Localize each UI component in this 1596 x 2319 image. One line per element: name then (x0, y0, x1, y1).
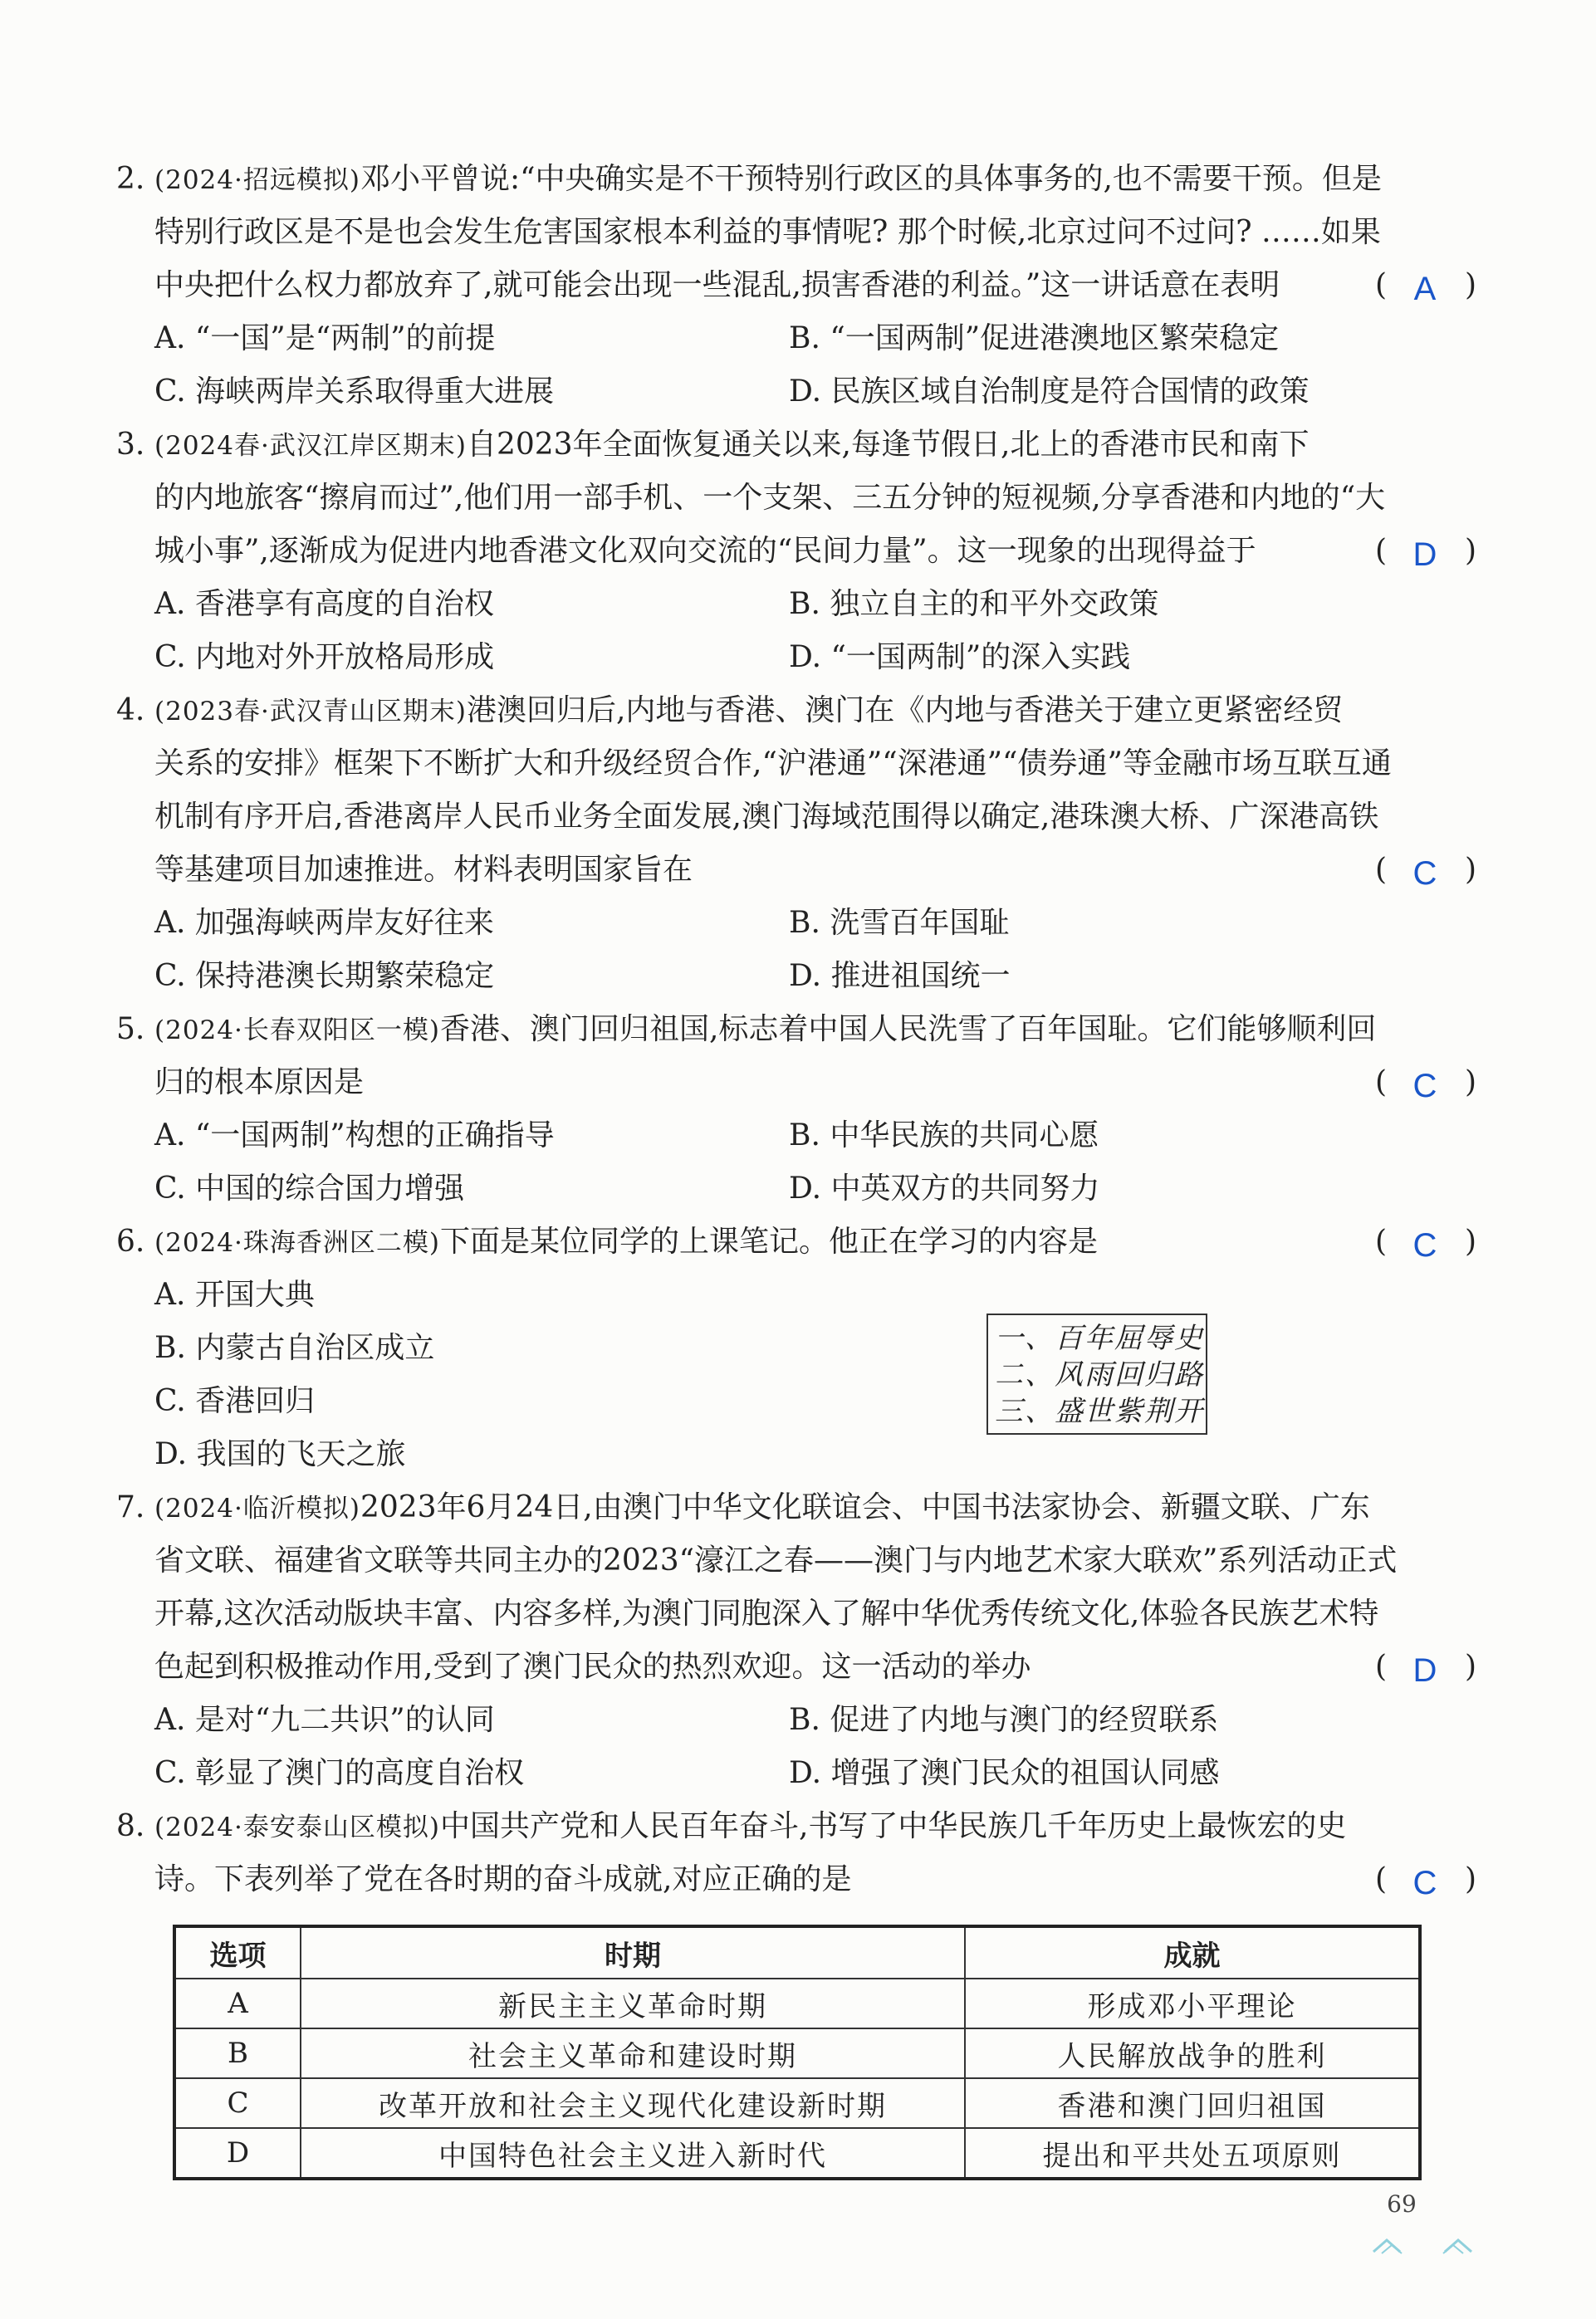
table-cell: 中国特色社会主义进入新时代 (301, 2128, 965, 2179)
option-b: B. 促进了内地与澳门的经贸联系 (789, 1703, 1219, 1737)
question-text: 下面是某位同学的上课笔记。他正在学习的内容是 (439, 1225, 1098, 1259)
question-text: 色起到积极推动作用,受到了澳门民众的热烈欢迎。这一活动的举办 (154, 1650, 1031, 1684)
table-cell: 提出和平共处五项原则 (965, 2128, 1420, 2179)
answer-letter: C (1412, 855, 1437, 892)
table-row (174, 2128, 1420, 2179)
question-source: (2024春·武汉江岸区期末) (154, 431, 467, 461)
table-cell: 社会主义革命和建设时期 (301, 2028, 965, 2078)
question-source: (2024·临沂模拟) (154, 1494, 360, 1524)
question-text: 2023年6月24日,由澳门中华文化联谊会、中国书法家协会、新疆文联、广东 (360, 1490, 1370, 1524)
option-a: A. “一国”是“两制”的前提 (154, 321, 496, 355)
answer-letter: C (1412, 1865, 1437, 1901)
question-source: (2024·长春双阳区一模) (154, 1015, 440, 1045)
option-b: B. “一国两制”促进港澳地区繁荣稳定 (789, 321, 1280, 355)
table-cell: C (174, 2078, 301, 2128)
question-text: 省文联、福建省文联等共同主办的2023“濠江之春——澳门与内地艺术家大联欢”系列活动正式 (154, 1544, 1398, 1578)
question-text: 关系的安排》框架下不断扩大和升级经贸合作,“沪港通”“深港通”“债券通”等金融市场互联互通 (154, 746, 1392, 780)
workbook-page: 2. (2024·招远模拟)邓小平曾说:“中央确实是不干预特别行政区的具体事务的,也不需要干预。但是 特别行政区是不是也会发生危害国家根本利益的事情呢? 那个时候,北京过问不过问? ……如果 中央把什么权力都放弃了,就可能会出现一些混乱,损害香港的利益。”这一讲话意在表明 ( A ) A. “一国”是“两制”的前提 B. “一国两制”促进港澳地区繁荣稳定 C. 海峡两岸关系取得重大进展 D. 民族区域自治制度是符合国情的政策 3. (2024春·武汉江岸区期末)自2023年全面恢复通关以来,每逢节假日,北上的香港市民和南下 的内地旅客“擦肩而过”,他们用一部手机、一个支架、三五分钟的短视频,分享香港和内地的“大 城小事”,逐渐成为促进内地香港文化双向交流的“民间力量”。这一现象的出现得益于 ( D ) A. 香港享有高度的自治权 B. 独立自主的和平外交政策 C. 内地对外开放格局形成 D. “一国两制”的深入实践 4. (2023春·武汉青山区期末)港澳回归后,内地与香港、澳门在《内地与香港关于建立更紧密经贸 关系的安排》框架下不断扩大和升级经贸合作,“沪港通”“深港通”“债券通”等金融市场互联互通 机制有序开启,香港离岸人民币业务全面发展,澳门海域范围得以确定,港珠澳大桥、广深港高铁 等基建项目加速推进。材料表明国家旨在 ( C ) A. 加强海峡两岸友好往来 B. 洗雪百年国耻 C. 保持港澳长期繁荣稳定 D. 推进祖国统一 5. (2024·长春双阳区一模)香港、澳门回归祖国,标志着中国人民洗雪了百年国耻。它们能够顺利回 归的根本原因是 ( C ) A. “一国两制”构想的正确指导 B. 中华民族的共同心愿 C. 中国的综合国力增强 D. 中英双方的共同努力 6. (2024·珠海香洲区二模)下面是某位同学的上课笔记。他正在学习的内容是 ( C ) A. 开国大典 B. 内蒙古自治区成立 C. 香港回归 D. 我国的飞天之旅 一、百年屈辱史 二、风雨回归路 三、盛世紫荆开 7. (2024·临沂模拟)2023年6月24日,由澳门中华文化联谊会、中国书法家协会、新疆文联、广东 省文联、福建省文联等共同主办的2023“濠江之春——澳门与内地艺术家大联欢”系列活动正式 开幕,这次活动版块丰富、内容多样,为澳门同胞深入了解中华优秀传统文化,体验各民族艺术特 色起到积极推动作用,受到了澳门民众的热烈欢迎。这一活动的举办 ( D ) A. 是对“九二共识”的认同 B. 促进了内地与澳门的经贸联系 C. 彰显了澳门的高度自治权 D. 增强了澳门民众的祖国认同感 8. (2024·泰安泰山区模拟)中国共产党和人民百年奋斗,书写了中华民族几千年历史上最恢宏的史 诗。下表列举了党在各时期的奋斗成就,对应正确的是 ( C ) 选项 时期 成就 A 新民主主义革命时期 形成邓小平理论 B 社会主义革命和建设时期 人民解放战争的胜利 C 改革开放和社会主义现代化建设新时期 香港和澳门回归祖国 D 中国特色社会主义进入新时代 提出和平共处五项原则 69 (0, 0, 1596, 2319)
table-cell: 形成邓小平理论 (965, 1979, 1420, 2028)
question-number: 8. (116, 1809, 145, 1843)
option-b: B. 中华民族的共同心愿 (789, 1118, 1099, 1152)
option-c: C. 内地对外开放格局形成 (154, 640, 495, 674)
option-c: C. 香港回归 (154, 1384, 316, 1418)
question-text: 邓小平曾说:“中央确实是不干预特别行政区的具体事务的,也不需要干预。但是 (360, 162, 1382, 196)
note-line: 三、盛世紫荆开 (995, 1395, 1204, 1428)
table-cell: D (174, 2128, 301, 2179)
question-number: 5. (116, 1012, 145, 1046)
option-a: A. 是对“九二共识”的认同 (154, 1703, 495, 1737)
option-b: B. 洗雪百年国耻 (789, 906, 1010, 940)
question-text: 港澳回归后,内地与香港、澳门在《内地与香港关于建立更紧密经贸 (466, 693, 1344, 727)
question-text: 中央把什么权力都放弃了,就可能会出现一些混乱,损害香港的利益。”这一讲话意在表明 (154, 268, 1280, 302)
option-c: C. 保持港澳长期繁荣稳定 (154, 959, 495, 993)
answer-letter: C (1412, 1068, 1437, 1104)
question-number: 7. (116, 1490, 145, 1524)
table-row (174, 2078, 1420, 2128)
option-d: D. 推进祖国统一 (789, 959, 1011, 993)
table-cell: B (174, 2028, 301, 2078)
option-a: A. 加强海峡两岸友好往来 (154, 906, 494, 940)
question-text: 等基建项目加速推进。材料表明国家旨在 (154, 853, 693, 887)
option-d: D. 民族区域自治制度是符合国情的政策 (789, 374, 1310, 409)
option-d: D. 中英双方的共同努力 (789, 1172, 1100, 1206)
option-a: A. “一国两制”构想的正确指导 (154, 1118, 555, 1152)
option-c: C. 彰显了澳门的高度自治权 (154, 1756, 525, 1790)
question-source: (2024·泰安泰山区模拟) (154, 1813, 440, 1842)
option-a: A. 香港享有高度的自治权 (154, 587, 494, 621)
question-text: 诗。下表列举了党在各时期的奋斗成就,对应正确的是 (154, 1862, 852, 1896)
answer-letter: D (1412, 1652, 1437, 1689)
question-source: (2024·招远模拟) (154, 165, 360, 195)
note-line: 一、百年屈辱史 (995, 1322, 1204, 1355)
question-text: 特别行政区是不是也会发生危害国家根本利益的事情呢? 那个时候,北京过问不过问? ……如果 (154, 215, 1381, 249)
option-d: D. 我国的飞天之旅 (154, 1437, 406, 1471)
question-text: 自2023年全面恢复通关以来,每逢节假日,北上的香港市民和南下 (466, 428, 1310, 462)
note-line: 二、风雨回归路 (995, 1358, 1204, 1392)
table-cell: 新民主主义革命时期 (301, 1979, 965, 2028)
achievements-table (173, 1925, 1422, 2180)
table-cell: 改革开放和社会主义现代化建设新时期 (301, 2078, 965, 2128)
question-number: 4. (116, 693, 145, 727)
question-text: 开幕,这次活动版块丰富、内容多样,为澳门同胞深入了解中华优秀传统文化,体验各民族艺术特 (154, 1597, 1379, 1631)
question-text: 机制有序开启,香港离岸人民币业务全面发展,澳门海域范围得以确定,港珠澳大桥、广深港高铁 (154, 800, 1379, 834)
table-header-row (174, 1926, 1420, 1979)
question-source: (2024·珠海香洲区二模) (154, 1228, 440, 1258)
question-text: 归的根本原因是 (154, 1065, 365, 1099)
wave-decoration-icon (1370, 2233, 1478, 2258)
question-text: 香港、澳门回归祖国,标志着中国人民洗雪了百年国耻。它们能够顺利回 (439, 1012, 1377, 1046)
option-c: C. 海峡两岸关系取得重大进展 (154, 374, 555, 409)
table-header-cell: 选项 (174, 1926, 301, 1979)
answer-letter: D (1412, 536, 1437, 573)
table-cell: 人民解放战争的胜利 (965, 2028, 1420, 2078)
answer-letter: A (1413, 271, 1437, 307)
option-a: A. 开国大典 (154, 1278, 315, 1312)
class-notes-box (986, 1314, 1207, 1435)
table-cell: A (174, 1979, 301, 2028)
question-text: 城小事”,逐渐成为促进内地香港文化双向交流的“民间力量”。这一现象的出现得益于 (154, 534, 1256, 568)
table-header-cell: 成就 (965, 1926, 1420, 1979)
question-text: 中国共产党和人民百年奋斗,书写了中华民族几千年历史上最恢宏的史 (439, 1809, 1347, 1843)
question-number: 6. (116, 1225, 145, 1259)
option-b: B. 独立自主的和平外交政策 (789, 587, 1159, 621)
question-number: 3. (116, 428, 145, 462)
question-text: 的内地旅客“擦肩而过”,他们用一部手机、一个支架、三五分钟的短视频,分享香港和内地的“大 (154, 481, 1386, 515)
page-number: 69 (1368, 2190, 1435, 2218)
table-row (174, 2028, 1420, 2078)
option-b: B. 内蒙古自治区成立 (154, 1331, 435, 1365)
table-cell: 香港和澳门回归祖国 (965, 2078, 1420, 2128)
answer-letter: C (1412, 1227, 1437, 1264)
option-d: D. 增强了澳门民众的祖国认同感 (789, 1756, 1220, 1790)
table-header-cell: 时期 (301, 1926, 965, 1979)
option-d: D. “一国两制”的深入实践 (789, 640, 1131, 674)
table-row (174, 1979, 1420, 2028)
question-number: 2. (116, 162, 145, 196)
option-c: C. 中国的综合国力增强 (154, 1172, 465, 1206)
question-source: (2023春·武汉青山区期末) (154, 697, 467, 727)
